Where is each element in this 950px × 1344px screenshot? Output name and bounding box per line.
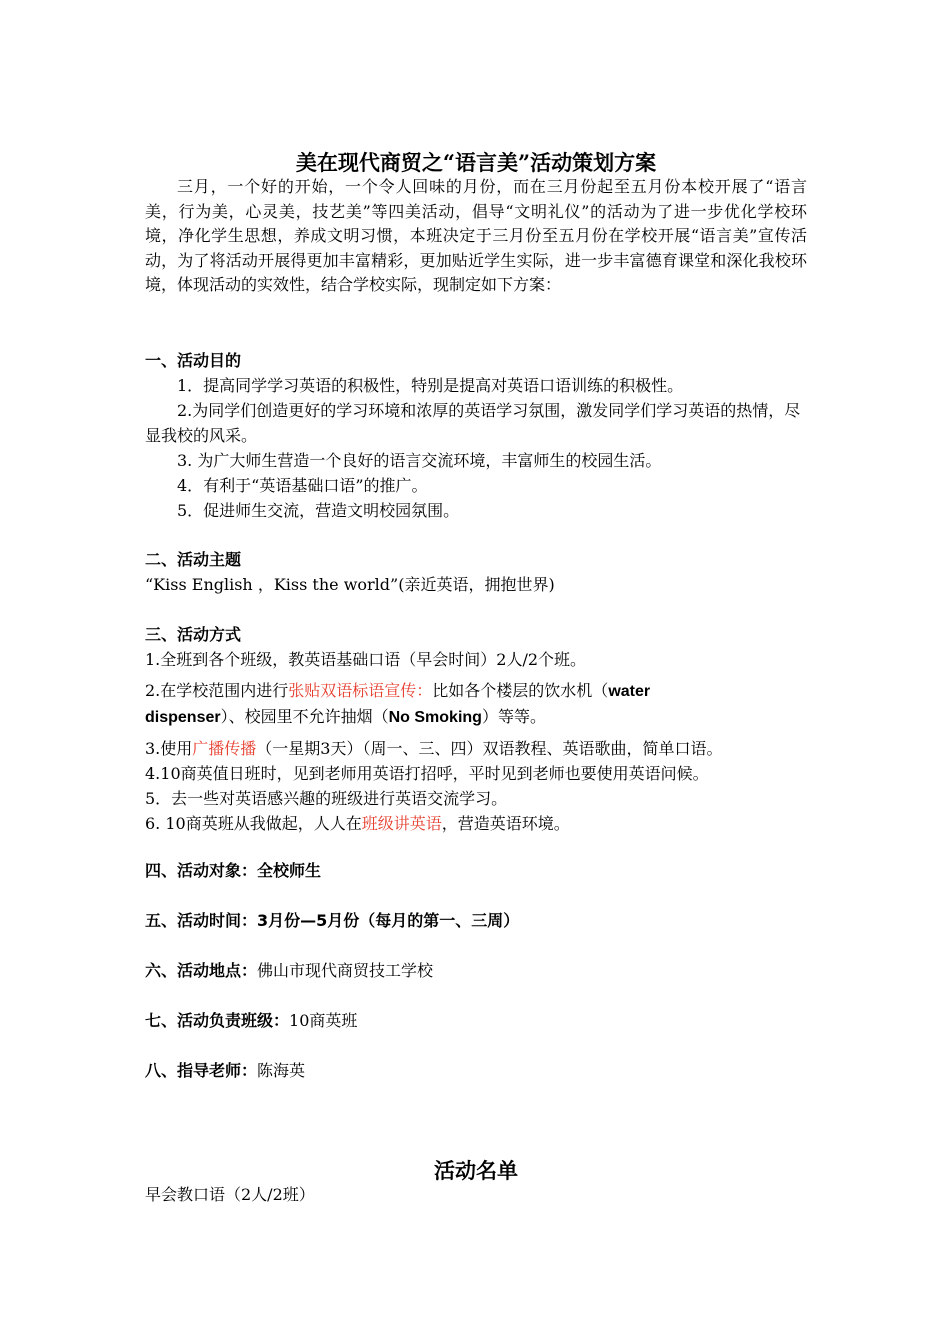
section-heading: 二、活动主题	[145, 550, 242, 569]
list-item: 3. 为广大师生营造一个良好的语言交流环境，丰富师生的校园生活。	[177, 451, 662, 470]
list-item: 4．有利于“英语基础口语”的推广。	[177, 476, 428, 495]
section-teacher: 八、指导老师：陈海英	[145, 1061, 306, 1080]
list-subtitle: 早会教口语（2人/2班）	[145, 1185, 315, 1204]
list-item: 5．去一些对英语感兴趣的班级进行英语交流学习。	[145, 789, 508, 808]
section-audience: 四、活动对象：全校师生	[145, 861, 322, 880]
intro-paragraph: 三月，一个好的开始，一个令人回味的月份，而在三月份起至五月份本校开展了“语言美，行为美，心灵美，技艺美”等四美活动，倡导“文明礼仪”的活动为了进一步优化学校环境，净化学生思想，养成文明习惯，本班决定于三月份至五月份在学校开展“语言美”宣传活动，为了将活动开展得更加丰富精彩，更加贴近学生实际，进一步丰富德育课堂和深化我校环境，体现活动的实效性，结合学校实际，现制定如下方案：	[145, 177, 807, 295]
section-theme	[145, 547, 807, 597]
list-item: 1.全班到各个班级，教英语基础口语（早会时间）2人/2个班。	[145, 650, 587, 669]
list-item: 2.在学校范围内进行张贴双语标语宣传：比如各个楼层的饮水机（water dispenser）、校园里不允许抽烟（No Smoking）等等。	[145, 681, 651, 726]
section-location: 六、活动地点：佛山市现代商贸技工学校	[145, 961, 434, 980]
list-item: 3.使用广播传播（一星期3天）（周一、三、四）双语教程、英语歌曲，简单口语。	[145, 739, 723, 758]
section-time: 五、活动时间：3月份—5月份（每月的第一、三周）	[145, 911, 520, 930]
list-item: 1．提高同学学习英语的积极性，特别是提高对英语口语训练的积极性。	[177, 376, 684, 395]
section-methods	[145, 622, 807, 836]
section-heading: 三、活动方式	[145, 625, 242, 644]
list-title: 活动名单	[434, 1158, 518, 1183]
highlight-text: 班级讲英语	[361, 814, 442, 833]
list-item: 4.10商英值日班时，见到老师用英语打招呼，平时见到老师也要使用英语问候。	[145, 764, 709, 783]
highlight-text: 张贴双语标语宣传：	[288, 681, 433, 700]
theme-text: “Kiss English ，Kiss the world”(亲近英语，拥抱世界)	[145, 575, 555, 594]
document-title: 美在现代商贸之“语言美”活动策划方案	[295, 150, 657, 175]
list-item: 2.为同学们创造更好的学习环境和浓厚的英语学习氛围，激发同学们学习英语的热情，尽显我校的风采。	[145, 401, 801, 445]
section-heading: 一、活动目的	[145, 351, 242, 370]
list-item: 6. 10商英班从我做起，人人在班级讲英语，营造英语环境。	[145, 814, 570, 833]
section-purpose	[145, 348, 807, 523]
section-class: 七、活动负责班级：10商英班	[145, 1011, 358, 1030]
list-item: 5．促进师生交流，营造文明校园氛围。	[177, 501, 460, 520]
highlight-text: 广播传播	[192, 739, 257, 758]
